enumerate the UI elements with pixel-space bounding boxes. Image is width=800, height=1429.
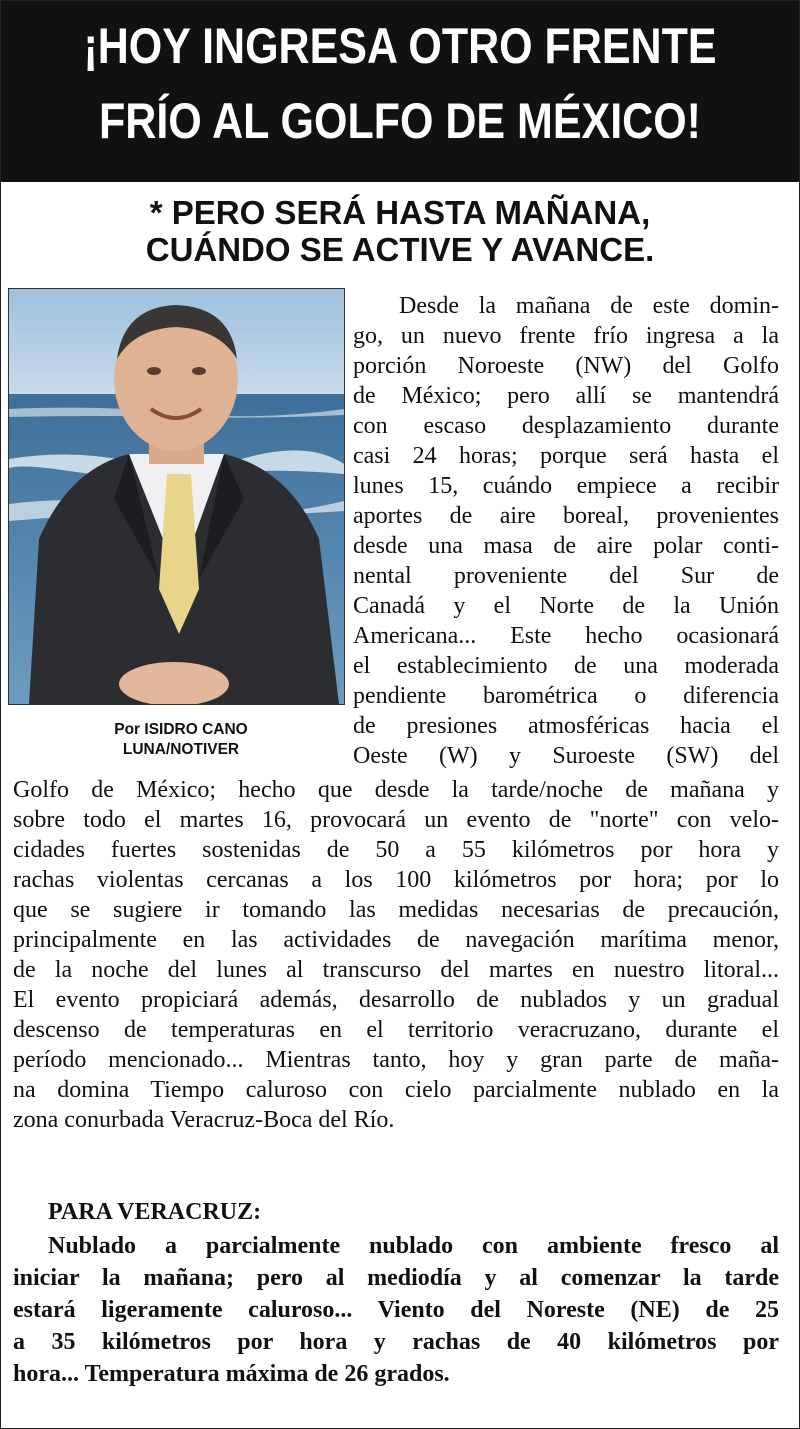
body-line: rachas violentas cercanas a los 100 kilómetros por hora; por lo (13, 867, 779, 893)
byline-line-2: LUNA/NOTIVER (122, 741, 240, 758)
author-photo (8, 288, 345, 705)
body-line: de México; pero allí se mantendrá (353, 383, 779, 409)
subheadline-line-2: CUÁNDO SE ACTIVE Y AVANCE. (145, 231, 655, 268)
body-line: Golfo de México; hecho que desde la tarde/noche de mañana y (13, 777, 779, 803)
body-line: lunes 15, cuándo empiece a recibir (353, 473, 779, 499)
subheadline-line-1: * PERO SERÁ HASTA MAÑANA, (149, 194, 651, 231)
headline-line-2: FRÍO AL GOLFO DE MÉXICO! (98, 93, 701, 149)
body-line: principalmente en las actividades de navegación marítima menor, (13, 927, 779, 953)
body-line: de la noche del lunes al transcurso del martes en nuestro litoral... (13, 957, 779, 983)
body-line: período mencionado... Mientras tanto, hoy y gran parte de maña- (13, 1047, 779, 1073)
body-line: casi 24 horas; porque será hasta el (353, 443, 779, 469)
body-line: na domina Tiempo caluroso con cielo parcialmente nublado en la (13, 1077, 779, 1103)
body-line: Canadá y el Norte de la Unión (353, 593, 779, 619)
body-line: descenso de temperaturas en el territorio veracruzano, durante el (13, 1017, 779, 1043)
body-line: El evento propiciará además, desarrollo de nublados y un gradual (13, 987, 779, 1013)
forecast-line: iniciar la mañana; pero al mediodía y al comenzar la tarde (13, 1265, 779, 1291)
body-line: Oeste (W) y Suroeste (SW) del (353, 743, 779, 769)
body-line: sobre todo el martes 16, provocará un evento de "norte" con velo- (13, 807, 779, 833)
forecast-line: hora... Temperatura máxima de 26 grados. (13, 1361, 450, 1387)
body-line: go, un nuevo frente frío ingresa a la (353, 323, 779, 349)
body-line: cidades fuertes sostenidas de 50 a 55 kilómetros por hora y (13, 837, 779, 863)
body-line: aportes de aire boreal, provenientes (353, 503, 779, 529)
forecast-line: estará ligeramente caluroso... Viento del Noreste (NE) de 25 (13, 1297, 779, 1323)
body-line: Desde la mañana de este domin- (399, 293, 779, 319)
body-line: que se sugiere ir tomando las medidas necesarias de precaución, (13, 897, 779, 923)
forecast-line: a 35 kilómetros por hora y rachas de 40 kilómetros por (13, 1329, 779, 1355)
byline-line-1: Por ISIDRO CANO (114, 721, 248, 738)
headline-banner (1, 1, 799, 182)
body-line: de presiones atmosféricas hacia el (353, 713, 779, 739)
body-line: porción Noroeste (NW) del Golfo (353, 353, 779, 379)
author-portrait-image (9, 289, 344, 704)
body-line: el establecimiento de una moderada (353, 653, 779, 679)
section-title: PARA VERACRUZ: (48, 1199, 262, 1225)
body-line: desde una masa de aire polar conti- (353, 533, 779, 559)
body-line: nental proveniente del Sur de (353, 563, 779, 589)
body-line: zona conurbada Veracruz-Boca del Río. (13, 1107, 395, 1133)
forecast-line: Nublado a parcialmente nublado con ambiente fresco al (48, 1233, 779, 1259)
body-line: con escaso desplazamiento durante (353, 413, 779, 439)
headline-line-1: ¡HOY INGRESA OTRO FRENTE (83, 18, 717, 74)
body-line: Americana... Este hecho ocasionará (353, 623, 779, 649)
body-line: pendiente barométrica o diferencia (353, 683, 779, 709)
